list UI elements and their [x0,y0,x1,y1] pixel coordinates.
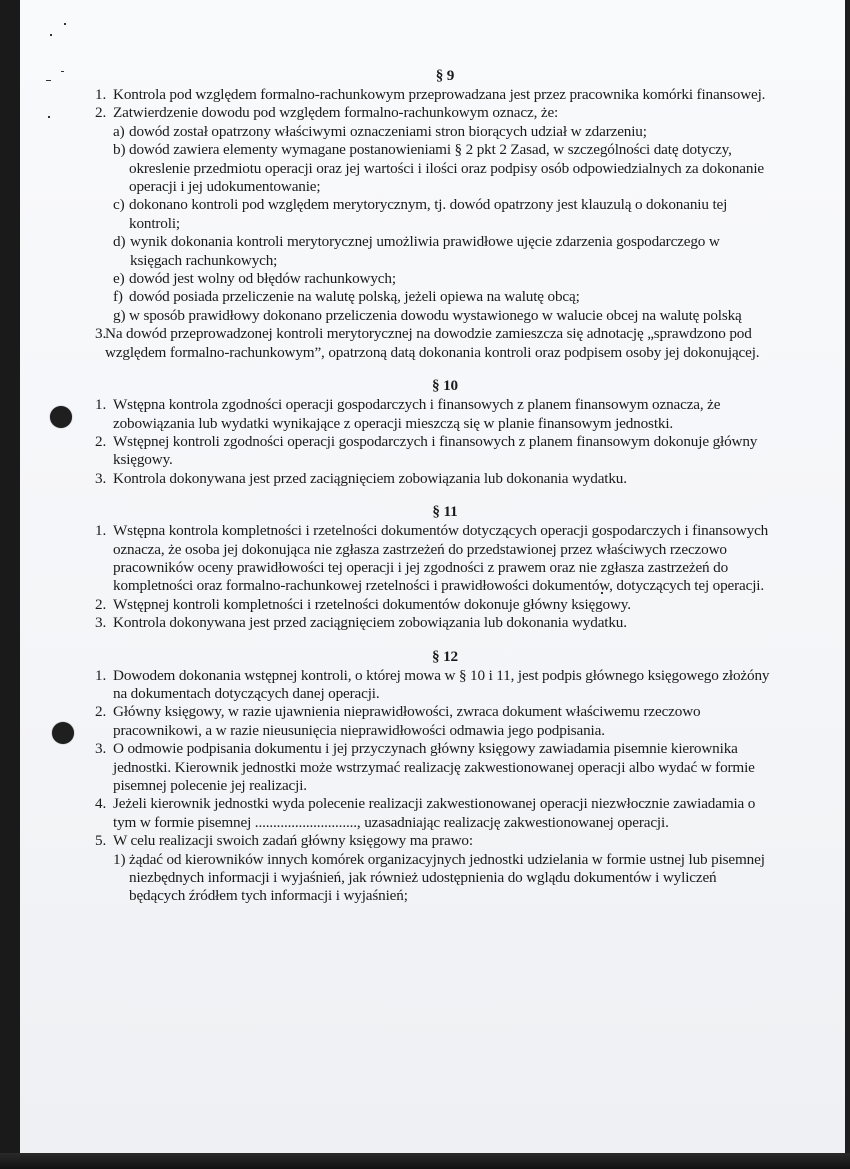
item-number: 3. [95,740,107,758]
item-text: Jeżeli kierownik jednostki wyda polecenie realizacji zakwestionowanej operacji niezwłocznie zawiadamia o tym w formie pisemnej ............................, uzasadniając realizację zakwestionowanej operacji. [113,795,756,831]
section-title: § 12 [432,647,458,665]
item-text: Zatwierdzenie dowodu pod względem formalno-rachunkowym oznacz, że: [113,104,559,122]
list-item [95,832,775,850]
document-body [95,67,775,906]
list-item [95,667,775,704]
item-number: 2. [95,432,107,450]
item-text: Wstępna kontrola zgodności operacji gospodarczych i finansowych z planem finansowym oznacza, że zobowiązania lub wydatki wynikające z operacji mieszczą się w planie finansowym jednostki. [113,396,721,432]
item-number: 3. [95,469,107,487]
list-item [95,433,775,470]
scan-speck [61,71,64,72]
scan-edge-right [845,0,850,1169]
sub-item-letter: a) [113,122,125,140]
section-title: § 9 [435,67,455,84]
sub-item-text: wynik dokonania kontroli merytorycznej umożliwia prawidłowe ujęcie zdarzenia gospodarczego w księgach rachunkowych; [130,233,720,269]
item-text: Wstępnej kontroli zgodności operacji gospodarczych i finansowych z planem finansowym dokonuje główny księgowy. [113,432,758,469]
list-item [95,522,775,596]
sub-item-letter: e) [113,270,125,288]
item-number: 2. [95,595,107,613]
sub-item [95,141,775,196]
list-item [95,795,775,832]
list-item [95,740,775,795]
punch-hole-bottom [52,722,74,744]
sub-item [95,233,775,270]
section-title: § 10 [432,377,458,395]
punch-hole-top [50,406,72,428]
sub-item-letter: g) [113,306,126,324]
item-text: Na dowód przeprowadzonej kontroli merytorycznej na dowodzie zamieszcza się adnotację „sprawdzono pod względem formalno-rachunkowym”, opatrzoną datą dokonania kontroli oraz podpisem osoby jej dokonującej. [105,325,760,361]
list-item [95,614,775,632]
list-item [95,470,775,488]
scan-edge-bottom [0,1153,850,1169]
scan-speck [48,116,50,118]
item-text: W celu realizacji swoich zadań główny księgowy ma prawo: [113,832,473,850]
list-item [95,104,775,122]
sub-item [95,196,775,233]
section-11 [95,503,775,632]
list-item [95,325,775,362]
item-number: 3. [95,325,107,343]
list-item [95,396,775,433]
item-text: Kontrola pod względem formalno-rachunkowym przeprowadzana jest przez pracownika komórki finansowej. [113,86,766,103]
sub-item-number: 1) [113,850,126,868]
list-item [95,596,775,614]
item-number: 3. [95,614,107,632]
sub-item-text: dowód zawiera elementy wymagane postanowieniami § 2 pkt 2 Zasad, w szczególności datę dotyczy, okreslenie przedmiotu operacji oraz jej wartości i ilości oraz podpisy osób odpowiedzialnych za dokonanie operacji i jej udokumentowanie; [129,141,764,196]
sub-item [95,123,775,141]
section-title: § 11 [432,503,458,521]
sub-item-letter: c) [113,196,125,214]
sub-item-text: żądać od kierowników innych komórek organizacyjnych jednostki udzielania w formie ustnej lub pisemnej niezbędnych informacji i wyjaśnień, jak również udostępnienia do wglądu dokumentów i wyliczeń będących źródłem tych informacji i wyjaśnień; [129,850,765,905]
item-number: 1. [95,666,107,684]
item-text: Kontrola dokonywana jest przed zaciągnięciem zobowiązania lub dokonania wydatku. [113,469,627,487]
scan-speck [64,23,66,25]
sub-item [95,288,775,306]
sub-item-letter: b) [113,141,126,159]
item-number: 2. [95,104,107,122]
sub-item [95,270,775,288]
scan-speck [46,80,51,81]
sub-item [95,307,775,325]
item-number: 1. [95,396,107,414]
item-text: Wstępnej kontroli kompletności i rzetelności dokumentów dokonuje główny księgowy. [113,595,631,613]
section-9 [95,67,775,362]
list-item [95,86,775,104]
section-12 [95,648,775,906]
item-number: 1. [95,86,107,103]
item-text: Kontrola dokonywana jest przed zaciągnięciem zobowiązania lub dokonania wydatku. [113,614,627,632]
item-number: 2. [95,703,107,721]
sub-item-text: dokonano kontroli pod względem merytorycznym, tj. dowód opatrzony jest klauzulą o dokonaniu tej kontroli; [129,196,728,232]
sub-item [95,851,775,906]
sub-item-text: dowód posiada przeliczenie na walutę polską, jeżeli opiewa na walutę obcą; [129,288,580,306]
item-number: 1. [95,522,107,540]
item-text: Dowodem dokonania wstępnej kontroli, o której mowa w § 10 i 11, jest podpis głównego księgowego złożóny na dokumentach dotyczących danej operacji. [113,666,770,702]
sub-item-text: w sposób prawidłowy dokonano przeliczenia dowodu wystawionego w walucie obcej na walutę polską [129,306,742,324]
item-text: Główny księgowy, w razie ujawnienia nieprawidłowości, zwraca dokument właściwemu rzeczowo pracownikowi, a w razie nieusunięcia nieprawidłowości odmawia jego podpisania. [113,703,701,739]
scan-speck [50,34,52,36]
item-number: 5. [95,832,107,850]
sub-item-text: dowód został opatrzony właściwymi oznaczeniami stron biorących udział w zdarzeniu; [129,122,647,140]
section-10 [95,377,775,488]
item-number: 4. [95,795,107,813]
sub-item-letter: d) [113,233,126,251]
item-text: Wstępna kontrola kompletności i rzetelności dokumentów dotyczących operacji gospodarczych i finansowych oznacza, że osoba jej dokonująca nie zgłasza zastrzeżeń do przedstawionej przez właściwych rzeczowo pracowników oceny prawidłowości tej operacji i jej zgodności z prawem oraz nie zgłasza zastrzeżeń do kompletności oraz formalno-rachunkowej rzetelności i prawidłowości dokumentów, dotyczących tej operacji. [113,522,769,595]
item-text: O odmowie podpisania dokumentu i jej przyczynach główny księgowy zawiadamia pisemnie kierownika jednostki. Kierownik jednostki może wstrzymać realizację zakwestionowanej operacji albo wydać w formie pisemnej polecenie jej realizacji. [113,740,755,794]
sub-item-letter: f) [113,288,123,306]
list-item [95,703,775,740]
sub-item-text: dowód jest wolny od błędów rachunkowych; [129,270,396,288]
